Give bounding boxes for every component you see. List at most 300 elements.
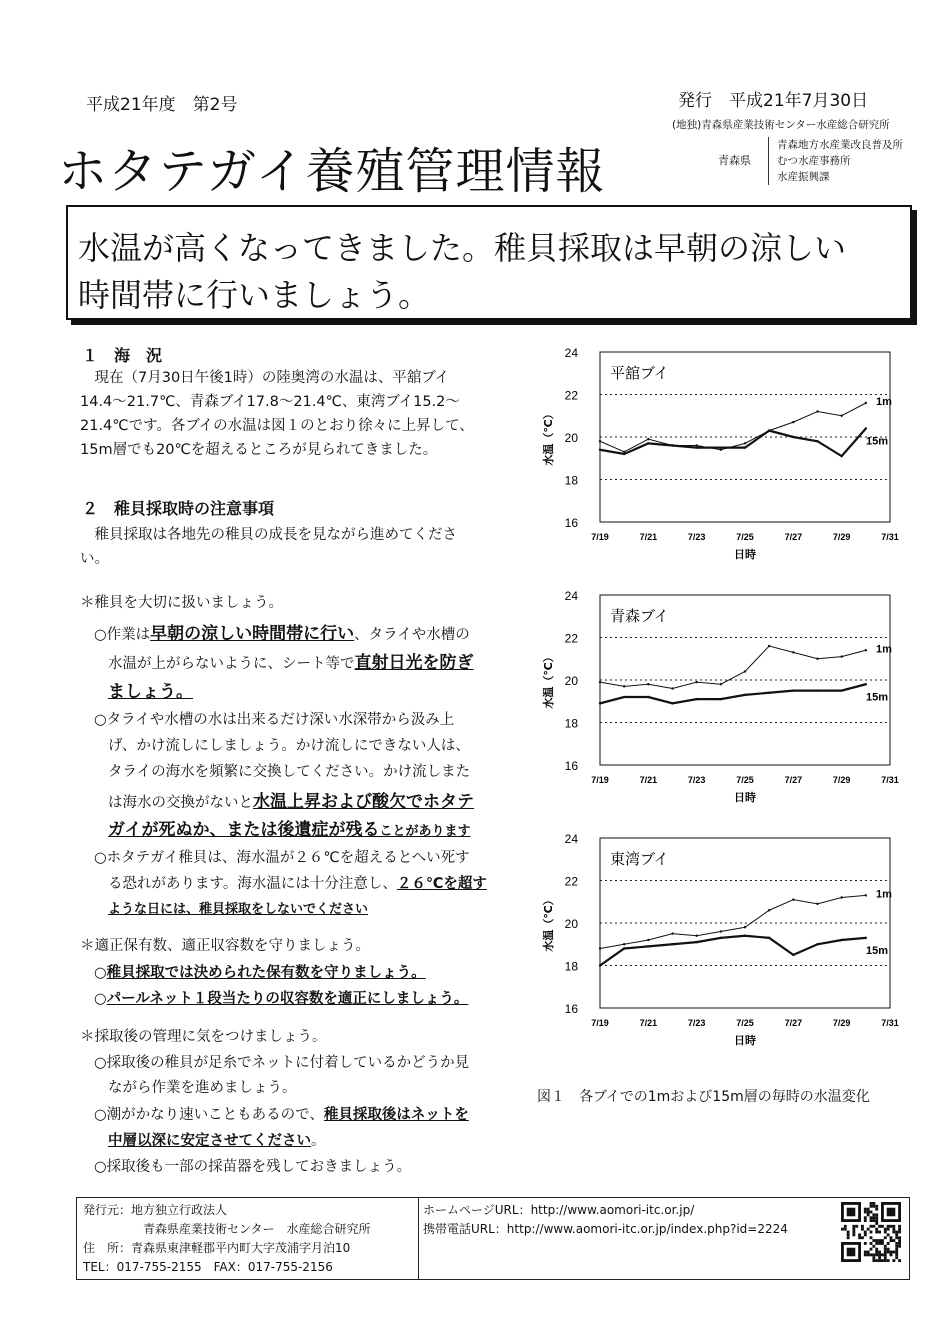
data-point xyxy=(647,945,649,947)
qr-module xyxy=(878,1253,881,1256)
qr-module xyxy=(864,1251,867,1254)
qr-module xyxy=(887,1228,890,1231)
x-axis-label: 日時 xyxy=(734,548,756,561)
qr-module xyxy=(881,1259,884,1262)
series-label: 15m xyxy=(866,435,889,448)
text-line: タライの海水を頻繁に交換してください。かけ流しまた xyxy=(108,764,471,780)
emphasis-text: 水温上昇および酸欠でホタテ xyxy=(253,792,474,812)
qr-module xyxy=(895,1236,898,1239)
qr-module xyxy=(895,1253,898,1256)
mobile-url[interactable]: 携帯電話URL：http://www.aomori-itc.or.jp/index.php?id=2224 xyxy=(423,1222,788,1236)
text-line xyxy=(94,619,470,644)
qr-module xyxy=(847,1233,850,1236)
qr-module xyxy=(898,1225,901,1228)
x-tick-label: 7/19 xyxy=(591,1018,609,1028)
series-line xyxy=(600,646,866,689)
chart-higashiwan-buoy xyxy=(530,828,920,1060)
qr-module xyxy=(881,1239,884,1242)
bullet-heading: ＊稚貝を大切に扱いましょう。 xyxy=(80,595,283,611)
data-point xyxy=(744,935,746,937)
qr-module xyxy=(867,1213,870,1216)
prefecture-label: 青森県 xyxy=(718,154,751,167)
qr-module xyxy=(852,1231,855,1234)
data-point xyxy=(816,943,818,945)
data-point xyxy=(599,964,601,966)
bullet-heading: ＊採取後の管理に気をつけましょう。 xyxy=(80,1029,327,1045)
qr-module xyxy=(884,1256,887,1259)
qr-module xyxy=(887,1248,890,1251)
qr-module xyxy=(872,1225,875,1228)
qr-module xyxy=(870,1236,873,1239)
qr-module xyxy=(872,1219,875,1222)
qr-module xyxy=(867,1208,870,1211)
y-tick-label: 16 xyxy=(564,1002,578,1016)
qr-module xyxy=(892,1239,895,1242)
data-point xyxy=(840,415,842,417)
series-label: 1m xyxy=(876,643,892,656)
text-line: ながら作業を進めましょう。 xyxy=(108,1080,297,1096)
data-point xyxy=(840,939,842,941)
qr-module xyxy=(887,1233,890,1236)
data-point xyxy=(647,683,649,685)
chart-title: 東湾ブイ xyxy=(610,850,669,868)
series-label: 15m xyxy=(866,691,889,704)
data-point xyxy=(792,898,794,900)
series-line xyxy=(600,936,866,966)
qr-finder xyxy=(847,1208,856,1217)
y-tick-label: 20 xyxy=(564,917,578,931)
data-point xyxy=(695,681,697,683)
qr-module xyxy=(875,1251,878,1254)
qr-module xyxy=(870,1211,873,1214)
qr-module xyxy=(898,1242,901,1245)
qr-module xyxy=(841,1228,844,1231)
x-tick-label: 7/23 xyxy=(687,532,706,542)
qr-module xyxy=(895,1233,898,1236)
qr-finder xyxy=(847,1248,856,1257)
footer-urls xyxy=(423,1198,843,1242)
qr-module xyxy=(867,1251,870,1254)
data-point xyxy=(647,438,649,440)
y-tick-label: 18 xyxy=(564,473,578,488)
qr-module xyxy=(898,1231,901,1234)
x-tick-label: 7/31 xyxy=(881,1018,899,1028)
data-point xyxy=(695,446,697,448)
qr-module xyxy=(870,1216,873,1219)
qr-finder xyxy=(887,1208,896,1217)
text-line xyxy=(108,898,368,917)
qr-module xyxy=(878,1259,881,1262)
text-line: い。 xyxy=(80,551,109,567)
data-point xyxy=(623,453,625,455)
data-point xyxy=(840,455,842,457)
x-tick-label: 7/25 xyxy=(736,1018,754,1028)
section1-body xyxy=(80,366,530,462)
qr-module xyxy=(861,1236,864,1239)
qr-module xyxy=(898,1239,901,1242)
qr-module xyxy=(895,1245,898,1248)
qr-module xyxy=(872,1213,875,1216)
data-point xyxy=(599,947,601,949)
data-point xyxy=(623,685,625,687)
data-point xyxy=(840,689,842,691)
qr-module xyxy=(884,1248,887,1251)
text-line xyxy=(108,677,193,702)
qr-module xyxy=(872,1216,875,1219)
qr-module xyxy=(881,1242,884,1245)
data-point xyxy=(816,440,818,442)
text-span: は海水の交換がないと xyxy=(108,795,253,811)
data-point xyxy=(792,436,794,438)
qr-module xyxy=(878,1239,881,1242)
series-line xyxy=(600,895,866,948)
text-line xyxy=(108,1129,326,1150)
office-item: 水産振興課 xyxy=(777,171,830,183)
qr-module xyxy=(884,1231,887,1234)
qr-module xyxy=(872,1245,875,1248)
qr-module xyxy=(867,1228,870,1231)
y-tick-label: 24 xyxy=(564,589,578,603)
qr-module xyxy=(875,1242,878,1245)
qr-module xyxy=(855,1225,858,1228)
data-point xyxy=(840,896,842,898)
x-tick-label: 7/31 xyxy=(881,532,899,542)
data-point xyxy=(744,694,746,696)
qr-module xyxy=(887,1251,890,1254)
emphasis-text: パールネット１段当たりの収容数を適正にしましょう。 xyxy=(106,991,469,1007)
y-axis-label: 水温（℃） xyxy=(542,894,555,952)
qr-module xyxy=(875,1205,878,1208)
data-point xyxy=(720,446,722,448)
series-line xyxy=(600,429,866,457)
headline-line: 時間帯に行いましょう。 xyxy=(78,276,431,314)
data-point xyxy=(865,402,867,404)
headline-box xyxy=(66,205,912,320)
text-line xyxy=(94,961,426,982)
data-point xyxy=(671,444,673,446)
qr-module xyxy=(892,1251,895,1254)
x-tick-label: 7/27 xyxy=(784,1018,803,1028)
qr-module xyxy=(864,1208,867,1211)
series-label: 1m xyxy=(876,888,892,901)
x-tick-label: 7/19 xyxy=(591,775,609,785)
qr-module xyxy=(870,1205,873,1208)
data-point xyxy=(768,692,770,694)
emphasis-text: 直射日光を防ぎ xyxy=(354,653,474,673)
x-tick-label: 7/19 xyxy=(591,532,609,542)
qr-module xyxy=(890,1251,893,1254)
data-point xyxy=(599,702,601,704)
data-point xyxy=(599,449,601,451)
data-point xyxy=(720,449,722,451)
chart-aomori-buoy xyxy=(530,585,920,817)
issue-number: 平成21年度 第2号 xyxy=(86,95,238,115)
qr-module xyxy=(870,1248,873,1251)
x-tick-label: 7/23 xyxy=(687,775,706,785)
y-axis-label: 水温（℃） xyxy=(542,651,555,709)
qr-module xyxy=(867,1253,870,1256)
qr-module xyxy=(895,1231,898,1234)
qr-module xyxy=(878,1225,881,1228)
qr-module xyxy=(872,1202,875,1205)
section2-title: ２ 稚貝採取時の注意事項 xyxy=(82,499,275,518)
qr-module xyxy=(898,1228,901,1231)
text-line: 稚貝採取は各地先の稚貝の成長を見ながら進めてくださ xyxy=(80,527,457,543)
page-title: ホタテガイ養殖管理情報 xyxy=(58,143,606,200)
qr-module xyxy=(872,1259,875,1262)
y-tick-label: 24 xyxy=(564,346,578,360)
qr-module xyxy=(875,1219,878,1222)
data-point xyxy=(816,689,818,691)
qr-module xyxy=(895,1248,898,1251)
footer-line: 住 所：青森県東津軽郡平内町大字茂浦字月泊10 xyxy=(83,1241,351,1255)
qr-module xyxy=(861,1225,864,1228)
text-line xyxy=(108,648,474,673)
qr-module xyxy=(875,1259,878,1262)
qr-module xyxy=(884,1259,887,1262)
footer-line: 発行元：地方独立行政法人 xyxy=(83,1203,228,1217)
qr-module xyxy=(870,1242,873,1245)
qr-module xyxy=(847,1236,850,1239)
text-line: 21.4℃です。各ブイの水温は図１のとおり徐々に上昇して、 xyxy=(80,418,474,434)
text-line: ○採取後も一部の採苗器を残しておきましょう。 xyxy=(94,1159,412,1175)
qr-module xyxy=(875,1216,878,1219)
data-point xyxy=(744,446,746,448)
emphasis-text: ガイが死ぬか、または後遺症が残る xyxy=(108,820,380,840)
series-label: 1m xyxy=(876,396,892,408)
qr-module xyxy=(872,1205,875,1208)
qr-module xyxy=(881,1225,884,1228)
footer-box xyxy=(76,1197,910,1280)
x-tick-label: 7/23 xyxy=(687,1018,706,1028)
qr-module xyxy=(884,1251,887,1254)
qr-module xyxy=(867,1211,870,1214)
qr-module xyxy=(892,1228,895,1231)
y-tick-label: 20 xyxy=(564,431,578,445)
data-point xyxy=(671,687,673,689)
data-point xyxy=(792,954,794,956)
data-point xyxy=(865,937,867,939)
y-tick-label: 18 xyxy=(564,716,578,731)
qr-module xyxy=(864,1253,867,1256)
data-point xyxy=(768,937,770,939)
qr-module xyxy=(892,1259,895,1262)
qr-module xyxy=(892,1231,895,1234)
qr-module xyxy=(875,1248,878,1251)
text-span: ○作業は xyxy=(94,627,151,643)
qr-module xyxy=(878,1242,881,1245)
x-tick-label: 7/31 xyxy=(881,775,899,785)
y-tick-label: 16 xyxy=(564,516,578,530)
qr-module xyxy=(872,1256,875,1259)
data-point xyxy=(768,645,770,647)
series-label: 15m xyxy=(866,944,889,957)
emphasis-text: ことがあります xyxy=(379,824,471,839)
qr-module xyxy=(884,1245,887,1248)
text-span: ○ xyxy=(94,991,107,1007)
data-point xyxy=(865,894,867,896)
y-tick-label: 16 xyxy=(564,759,578,773)
text-span: る恐れがあります。海水温には十分注意し、 xyxy=(108,876,397,892)
qr-module xyxy=(875,1213,878,1216)
emphasis-text: 稚貝採取後はネットを xyxy=(323,1107,469,1123)
y-tick-label: 24 xyxy=(564,832,578,846)
qr-module xyxy=(870,1202,873,1205)
qr-module xyxy=(887,1242,890,1245)
qr-module xyxy=(884,1228,887,1231)
qr-module xyxy=(852,1228,855,1231)
qr-module xyxy=(887,1259,890,1262)
qr-module xyxy=(881,1253,884,1256)
x-axis-label: 日時 xyxy=(734,1034,756,1047)
qr-module xyxy=(864,1231,867,1234)
qr-module xyxy=(875,1253,878,1256)
y-tick-label: 22 xyxy=(564,874,578,889)
text-line: ○ホタテガイ稚貝は、海水温が２６℃を超えるとへい死す xyxy=(94,850,470,866)
x-tick-label: 7/21 xyxy=(639,775,658,785)
qr-module xyxy=(878,1251,881,1254)
data-point xyxy=(695,698,697,700)
footer-line: 青森県産業技術センター 水産総合研究所 xyxy=(83,1222,371,1236)
emphasis-text: 早朝の涼しい時間帯に行い xyxy=(150,624,355,644)
x-tick-label: 7/27 xyxy=(784,775,803,785)
qr-module xyxy=(890,1225,893,1228)
qr-module xyxy=(870,1219,873,1222)
qr-module xyxy=(847,1231,850,1234)
emphasis-text: ２６℃を超す xyxy=(396,876,487,892)
series-line xyxy=(600,403,866,452)
qr-module xyxy=(852,1233,855,1236)
text-line: ○タライや水槽の水は出来るだけ深い水深帯から汲み上 xyxy=(94,712,455,728)
qr-module xyxy=(844,1225,847,1228)
qr-module xyxy=(861,1228,864,1231)
text-line: 現在（7月30日午後1時）の陸奥湾の水温は、平舘ブイ xyxy=(80,370,450,386)
text-span: 、タライや水槽の xyxy=(354,627,470,643)
x-tick-label: 7/25 xyxy=(736,532,754,542)
qr-module xyxy=(895,1251,898,1254)
bullet-heading: ＊適正保有数、適正収容数を守りましょう。 xyxy=(80,938,370,954)
emphasis-text: ましょう。 xyxy=(108,682,193,702)
qr-module xyxy=(852,1225,855,1228)
data-point xyxy=(647,696,649,698)
qr-module xyxy=(870,1225,873,1228)
qr-module xyxy=(898,1259,901,1262)
qr-module xyxy=(875,1231,878,1234)
data-point xyxy=(792,651,794,653)
qr-module xyxy=(875,1239,878,1242)
text-span: ○潮がかなり速いこともあるので、 xyxy=(94,1107,324,1123)
text-line: 14.4～21.7℃、青森ブイ17.8～21.4℃、東湾ブイ15.2～ xyxy=(80,394,460,410)
data-point xyxy=(865,683,867,685)
qr-module xyxy=(872,1253,875,1256)
qr-module xyxy=(864,1219,867,1222)
qr-module xyxy=(875,1228,878,1231)
offices-list xyxy=(768,137,945,185)
data-point xyxy=(647,442,649,444)
footer-line: TEL：017-755-2155 FAX：017-755-2156 xyxy=(83,1260,333,1274)
emphasis-text: 稚貝採取では決められた保有数を守りましょう。 xyxy=(106,965,426,981)
qr-module xyxy=(875,1222,878,1225)
text-line: 15m層でも20℃を超えるところが見られてきました。 xyxy=(80,442,438,458)
data-point xyxy=(695,941,697,943)
y-tick-label: 22 xyxy=(564,388,578,403)
data-point xyxy=(840,655,842,657)
data-point xyxy=(720,698,722,700)
data-point xyxy=(599,681,601,683)
data-point xyxy=(744,442,746,444)
data-point xyxy=(623,947,625,949)
qr-module xyxy=(895,1256,898,1259)
qr-module xyxy=(844,1228,847,1231)
qr-module xyxy=(890,1239,893,1242)
qr-module xyxy=(898,1245,901,1248)
data-point xyxy=(816,903,818,905)
text-line: げ、かけ流しにしましょう。かけ流しにできない人は、 xyxy=(108,738,470,754)
chart-hiradate-buoy xyxy=(530,342,920,574)
qr-module xyxy=(892,1225,895,1228)
qr-module xyxy=(884,1236,887,1239)
qr-code-icon[interactable] xyxy=(841,1202,901,1262)
qr-module xyxy=(864,1242,867,1245)
data-point xyxy=(695,935,697,937)
data-point xyxy=(671,702,673,704)
data-point xyxy=(671,943,673,945)
data-point xyxy=(816,410,818,412)
homepage-url[interactable]: ホームページURL：http://www.aomori-itc.or.jp/ xyxy=(423,1203,695,1217)
y-tick-label: 22 xyxy=(564,631,578,646)
qr-module xyxy=(870,1231,873,1234)
text-line xyxy=(108,872,487,893)
data-point xyxy=(792,421,794,423)
office-item: むつ水産事務所 xyxy=(777,155,851,167)
emphasis-text: 中層以深に安定させてください xyxy=(108,1133,311,1149)
data-point xyxy=(647,939,649,941)
data-point xyxy=(768,909,770,911)
qr-module xyxy=(870,1253,873,1256)
qr-module xyxy=(890,1236,893,1239)
x-tick-label: 7/29 xyxy=(832,775,851,785)
qr-module xyxy=(887,1225,890,1228)
office-item: 青森地方水産業改良普及所 xyxy=(777,139,903,151)
text-line xyxy=(108,815,471,840)
data-point xyxy=(623,696,625,698)
x-axis-label: 日時 xyxy=(734,791,756,804)
text-line xyxy=(94,1103,469,1124)
x-tick-label: 7/29 xyxy=(832,1018,851,1028)
emphasis-text: ような日には、稚貝採取をしないでください xyxy=(108,902,369,917)
text-span: ○ xyxy=(94,965,107,981)
x-tick-label: 7/29 xyxy=(832,532,851,542)
data-point xyxy=(671,932,673,934)
data-point xyxy=(744,926,746,928)
data-point xyxy=(792,689,794,691)
chart-title: 青森ブイ xyxy=(610,607,669,625)
qr-module xyxy=(872,1239,875,1242)
data-point xyxy=(816,658,818,660)
y-tick-label: 18 xyxy=(564,959,578,974)
qr-module xyxy=(875,1208,878,1211)
qr-module xyxy=(864,1211,867,1214)
qr-module xyxy=(864,1233,867,1236)
x-tick-label: 7/21 xyxy=(639,1018,658,1028)
institute-name: (地独)青森県産業技術センター水産総合研究所 xyxy=(672,119,890,131)
text-line: ○採取後の稚貝が足糸でネットに付着しているかどうか見 xyxy=(94,1055,470,1071)
qr-module xyxy=(890,1253,893,1256)
qr-module xyxy=(858,1233,861,1236)
section1-title: １ 海 況 xyxy=(82,346,163,365)
qr-module xyxy=(878,1231,881,1234)
text-span: 水温が上がらないように、シート等で xyxy=(108,656,355,672)
